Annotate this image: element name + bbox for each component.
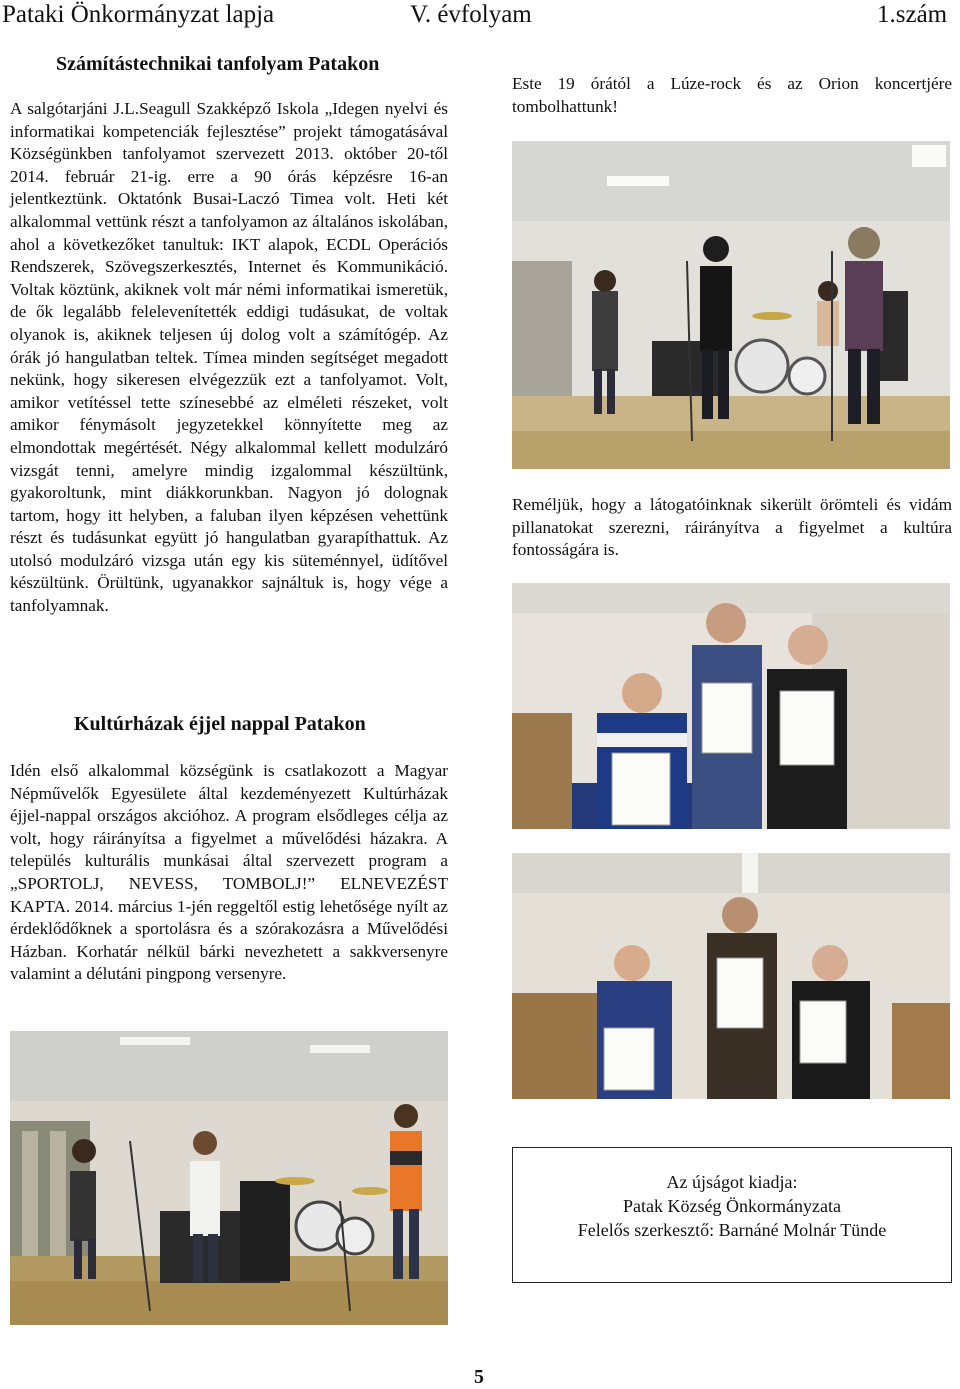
article-2-body: Idén első alkalommal községünk is csatlakozott a Magyar Népművelők Egyesülete által kezdeményezett Kultúrházak éjjel-nappal országos akcióhoz. A program elsődleges célja az volt, hogy ráirányítsa a figyelmet a művelődési házakra. A település kulturális munkásai által szervezett program a „SPORTOLJ, NEVESS, TOMBOLJ!” ELNEVEZÉST KAPTA. 2014. március 1-jén reggeltől estig lehetősége nyílt az érdeklődőknek a sportolásra és a szórakozásra a Művelődési Házban. Korhatár nélkül bárki nevezhetett a sakkversenyre valamint a délutáni pingpong versenyre. [10, 761, 448, 984]
article-1-body: A salgótarjáni J.L.Seagull Szakképző Iskola „Idegen nyelvi és informatikai kompetenciák fejlesztése” projekt támogatásával Községünkben tanfolyamot szervezett 2013. október 20-től 2014. február 21-ig. erre a 90 órás képzésre 16-an jelentkeztünk. Oktatónk Busai-Laczó Timea volt. Heti két alkalommal vettünk részt a tanfolyamon az általános iskolában, ahol a következőket tanultuk: IKT alapok, ECDL Operációs Rendszerek, Szövegszerkesztés, Internet és Kommunikáció. Voltak köztünk, akiknek volt már némi informatikai ismeretük, de ők legalább felelevenítették eddigi tudásukat, de voltak olyanok is, akiknek teljesen új dolog volt a számítógép. Az órák jó hangulatban teltek. Tímea minden segítséget megadott nekünk, hogy sikeresen elvégezzük ezt a tanfolyamot. Volt, amikor vetítéssel tette színesebbé az elméleti részeket, volt amikor fénymásolt jegyzetekkel könnyítette meg az elmondottak megértését. Négy alkalommal kellett modulzáró vizsgát tenni, amelyre mindig izgalommal készültünk, gyakoroltunk, mint diákkorunkban. Nagyon jó dolognak tartom, hogy itt helyben, a faluban ilyen képzésen vehettünk részt és tudásunkat együtt jó hangulatban gyarapíthattuk. Az utolsó modulzáró vizsga után egy kis süteménnyel, üdítővel készültünk. Örültünk, ugyanakkor sajnáltuk is, hogy vége a tanfolyamnak. [10, 99, 448, 616]
imprint-box [512, 1147, 952, 1283]
imprint-publisher: Patak Község Önkormányzata [623, 1196, 841, 1216]
concert-intro: Este 19 órától a Lúze-rock és az Orion koncertjére tombolhattunk! [512, 74, 952, 116]
article-2-title: Kultúrházak éjjel nappal Patakon [74, 713, 366, 735]
volume-label: V. évfolyam [410, 1, 532, 28]
adult-band-photo [512, 141, 950, 469]
article-1-title: Számítástechnikai tanfolyam Patakon [56, 53, 380, 75]
certificate-photo-2 [512, 853, 950, 1099]
closing-remark: Reméljük, hogy a látogatóinknak sikerült örömteli és vidám pillanatokat szerezni, ráirányítva a figyelmet a kultúra fontosságára is. [512, 495, 952, 560]
certificate-photo-1 [512, 583, 950, 829]
imprint-editor: Felelős szerkesztő: Barnáné Molnár Tünde [577, 1220, 887, 1240]
page-header [0, 0, 960, 34]
issue-label: 1.szám [877, 1, 948, 28]
teen-band-photo [10, 1031, 448, 1325]
imprint-publisher-label: Az újságot kiadja: [666, 1172, 798, 1192]
page-number: 5 [474, 1366, 484, 1388]
publication-title: Pataki Önkormányzat lapja [2, 1, 275, 28]
